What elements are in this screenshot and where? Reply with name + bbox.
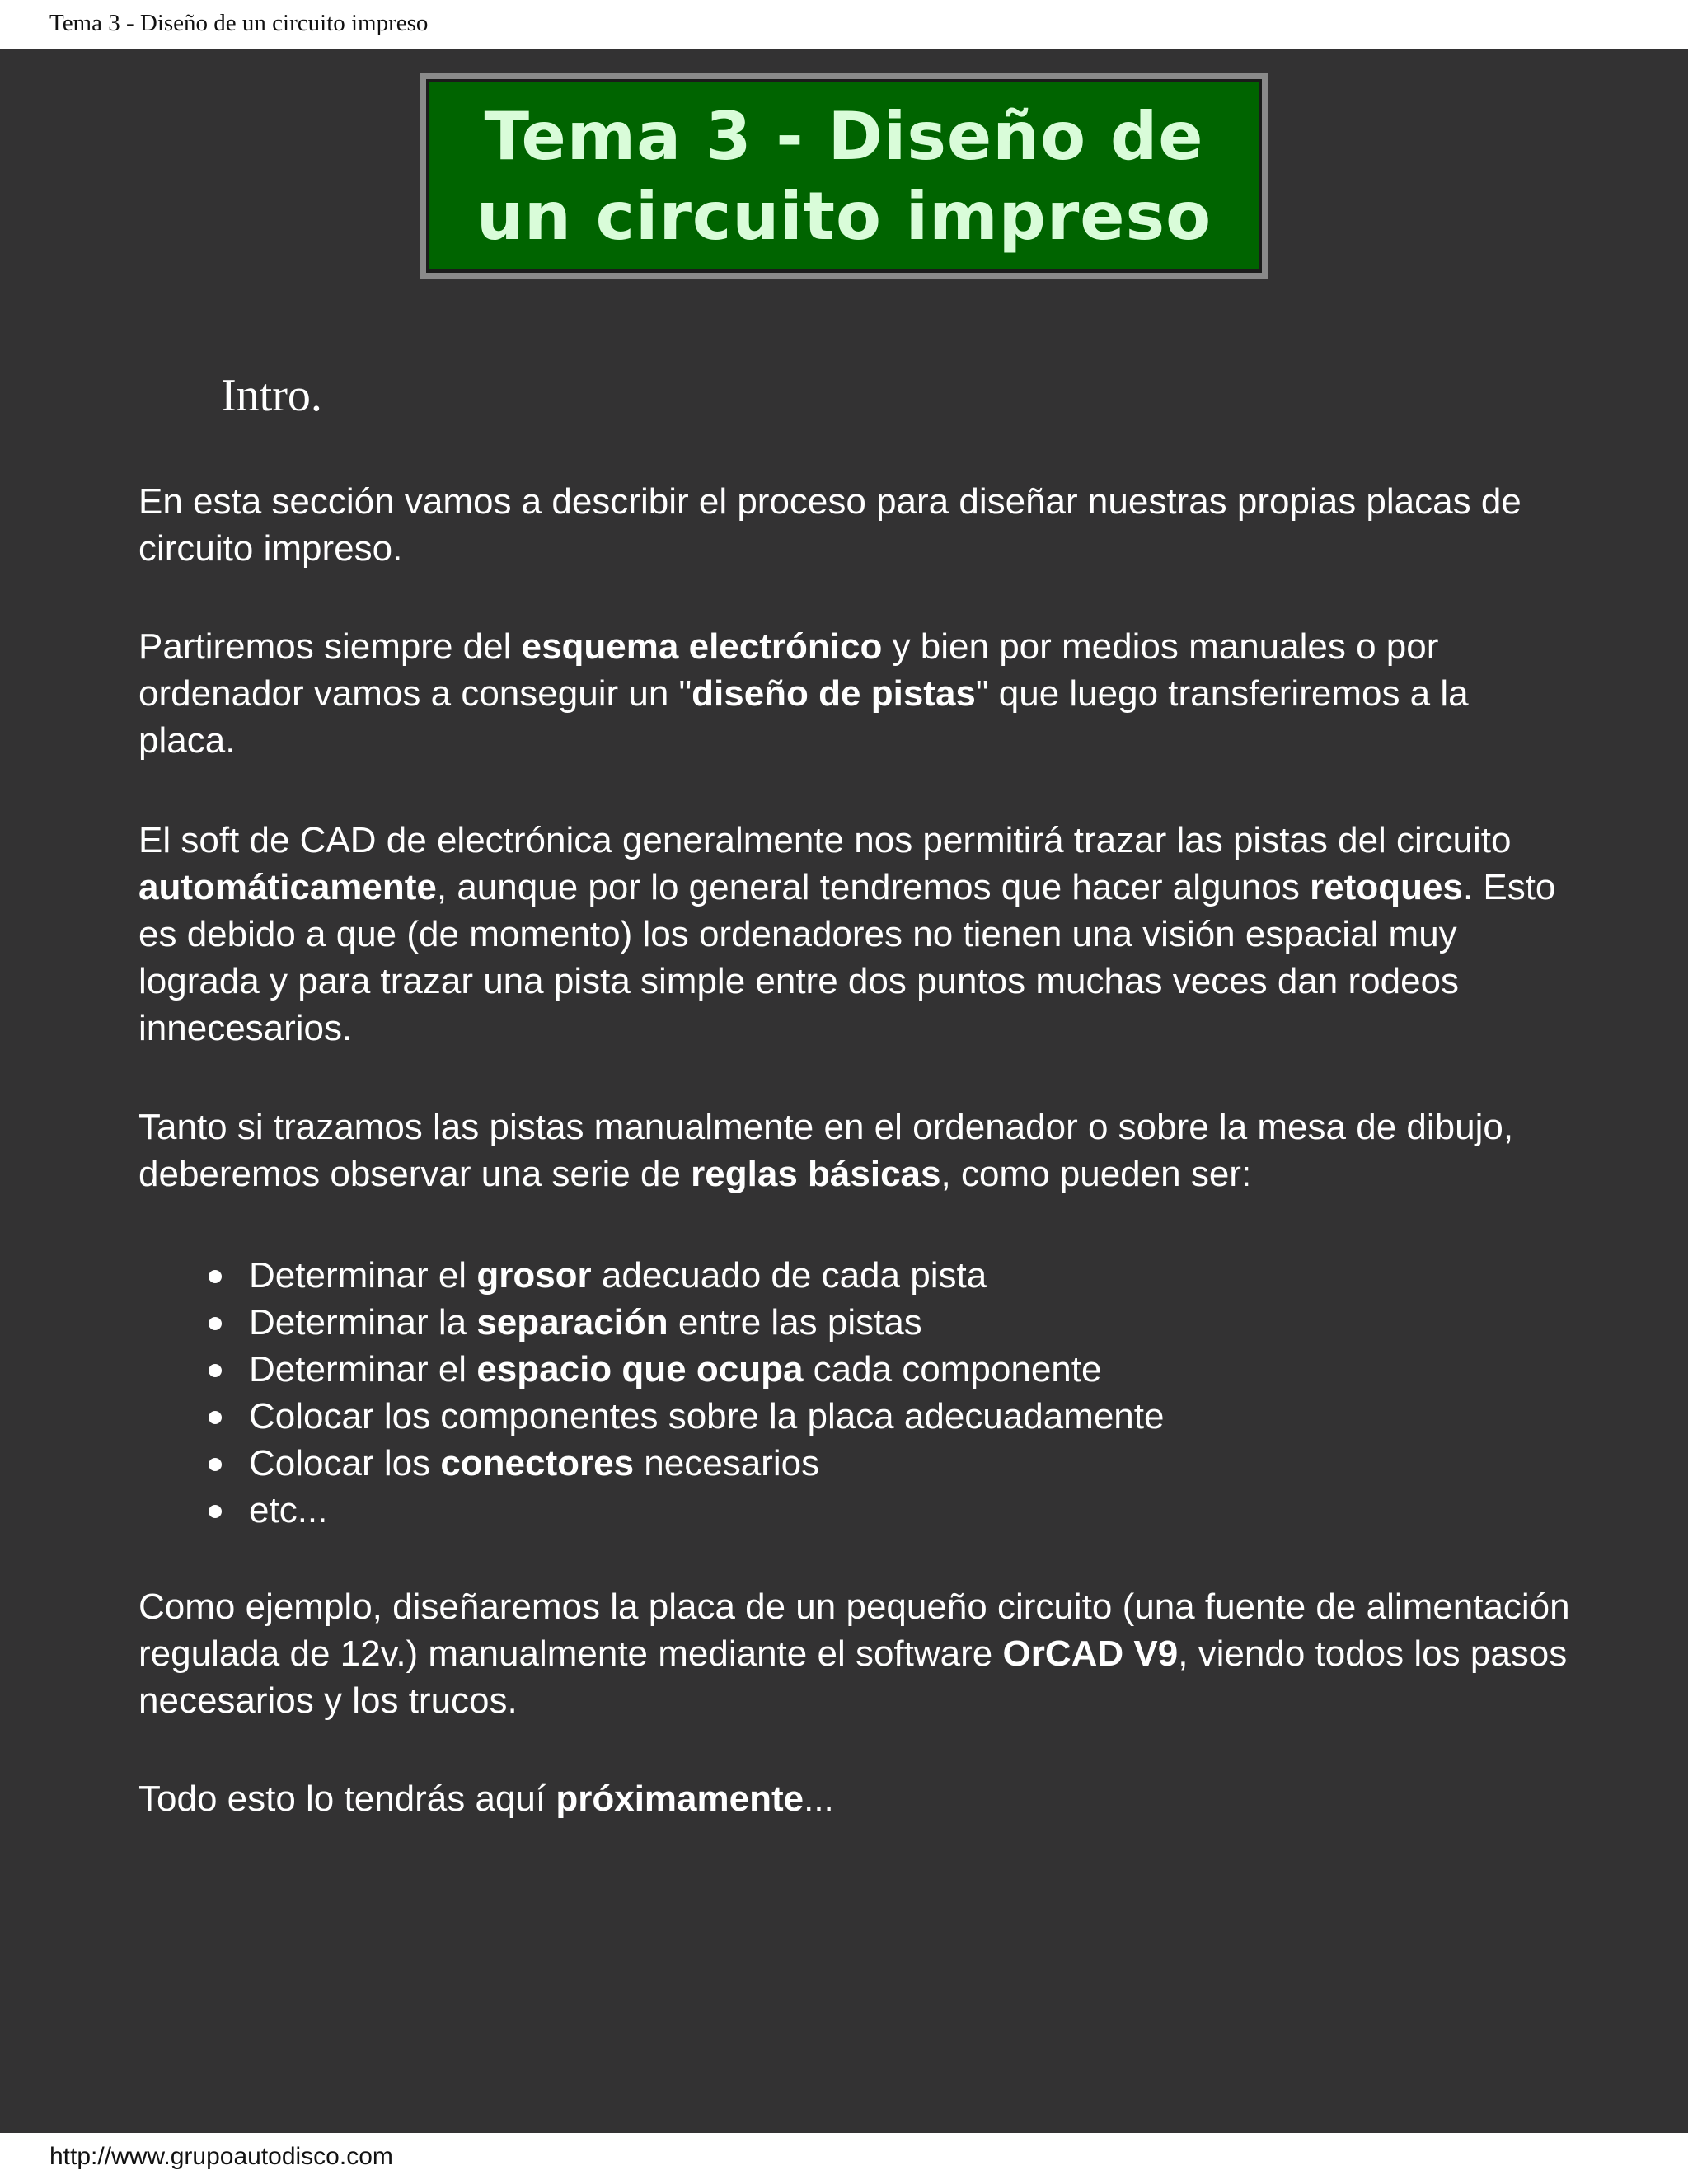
- list-item: [208, 1299, 1526, 1346]
- page-footer: [0, 2133, 1688, 2184]
- paragraph-5-text-1: Como ejemplo, diseñaremos la placa de un pequeño circuito (una fuente de alimentación regulada de 12v.) manualmente mediante el software: [138, 1586, 1570, 1674]
- content-area: [0, 49, 1688, 2133]
- bullet-icon: [209, 1458, 222, 1471]
- paragraph-6-bold-1: próximamente: [556, 1779, 804, 1819]
- paragraph-4-text-2: , como pueden ser:: [940, 1154, 1252, 1194]
- list-item-text: Determinar el: [249, 1255, 477, 1296]
- paragraph-3-bold-2: retoques: [1310, 867, 1463, 907]
- list-item-text: etc...: [249, 1490, 328, 1530]
- intro-heading: Intro.: [221, 370, 322, 421]
- list-item-bold: espacio que ocupa: [476, 1349, 804, 1390]
- list-item: [208, 1440, 1526, 1487]
- bullet-icon: [209, 1411, 222, 1424]
- page-title-line-2: un circuito impreso: [476, 177, 1212, 255]
- paragraph-3-text-2: , aunque por lo general tendremos que hacer algunos: [436, 867, 1311, 907]
- list-item-text-after: necesarios: [634, 1443, 820, 1483]
- document-title: Tema 3 - Diseño de un circuito impreso: [49, 10, 429, 36]
- list-item-bold: grosor: [476, 1255, 592, 1296]
- rules-list: [208, 1252, 1526, 1534]
- paragraph-2-text-1: Partiremos siempre del: [138, 626, 522, 667]
- paragraph-2-bold-1: esquema electrónico: [521, 626, 883, 667]
- list-item-bold: conectores: [440, 1443, 635, 1483]
- paragraph-2: [138, 623, 1573, 764]
- paragraph-2-bold-2: diseño de pistas: [692, 673, 976, 714]
- list-item: [208, 1252, 1526, 1299]
- bullet-icon: [209, 1317, 222, 1330]
- paragraph-6-text-1: Todo esto lo tendrás aquí: [138, 1779, 556, 1819]
- paragraph-6: [138, 1775, 1573, 1822]
- list-item: [208, 1346, 1526, 1393]
- page-title: [476, 96, 1212, 256]
- paragraph-5-text-2: , viendo todos los pasos necesarios y los trucos.: [138, 1633, 1568, 1721]
- paragraph-6-text-2: ...: [804, 1779, 834, 1819]
- bullet-icon: [209, 1270, 222, 1283]
- paragraph-3-bold-1: automáticamente: [138, 867, 437, 907]
- list-item-bold: separación: [476, 1302, 668, 1343]
- title-banner-inner: [426, 79, 1262, 273]
- paragraph-5-bold-1: OrCAD V9: [1002, 1633, 1179, 1674]
- footer-url: http://www.grupoautodisco.com: [49, 2143, 393, 2170]
- list-item-text-after: adecuado de cada pista: [591, 1255, 987, 1296]
- list-item-text: Determinar la: [249, 1302, 477, 1343]
- paragraph-2-text-3: " que luego transferiremos a la placa.: [138, 673, 1469, 761]
- paragraph-3: [138, 817, 1573, 1052]
- list-item-text: Colocar los componentes sobre la placa adecuadamente: [249, 1396, 1165, 1436]
- bullet-icon: [209, 1505, 222, 1518]
- bullet-icon: [209, 1364, 222, 1377]
- paragraph-3-text-3: . Esto es debido a que (de momento) los ordenadores no tienen una visión espacial muy lograda y para trazar una pista simple entre dos puntos muchas veces dan rodeos innecesarios.: [138, 867, 1556, 1048]
- page-header: [0, 0, 1688, 49]
- list-item-text-after: entre las pistas: [668, 1302, 922, 1343]
- paragraph-4: [138, 1104, 1573, 1197]
- paragraph-4-bold-1: reglas básicas: [691, 1154, 941, 1194]
- list-item: [208, 1393, 1526, 1440]
- page-title-line-1: Tema 3 - Diseño de: [484, 97, 1204, 175]
- paragraph-1: [138, 478, 1573, 572]
- list-item-text-after: cada componente: [803, 1349, 1102, 1390]
- list-item-text: Determinar el: [249, 1349, 477, 1390]
- paragraph-2-text-2: y bien por medios manuales o por ordenador vamos a conseguir un ": [138, 626, 1439, 714]
- paragraph-4-text-1: Tanto si trazamos las pistas manualmente en el ordenador o sobre la mesa de dibujo, deberemos observar una serie de: [138, 1107, 1514, 1194]
- paragraph-5: [138, 1583, 1573, 1724]
- list-item-text: Colocar los: [249, 1443, 441, 1483]
- paragraph-1-text: En esta sección vamos a describir el proceso para diseñar nuestras propias placas de circuito impreso.: [138, 481, 1522, 569]
- title-banner: [420, 73, 1268, 279]
- paragraph-3-text-1: El soft de CAD de electrónica generalmente nos permitirá trazar las pistas del circuito: [138, 820, 1512, 860]
- list-item: [208, 1487, 1526, 1534]
